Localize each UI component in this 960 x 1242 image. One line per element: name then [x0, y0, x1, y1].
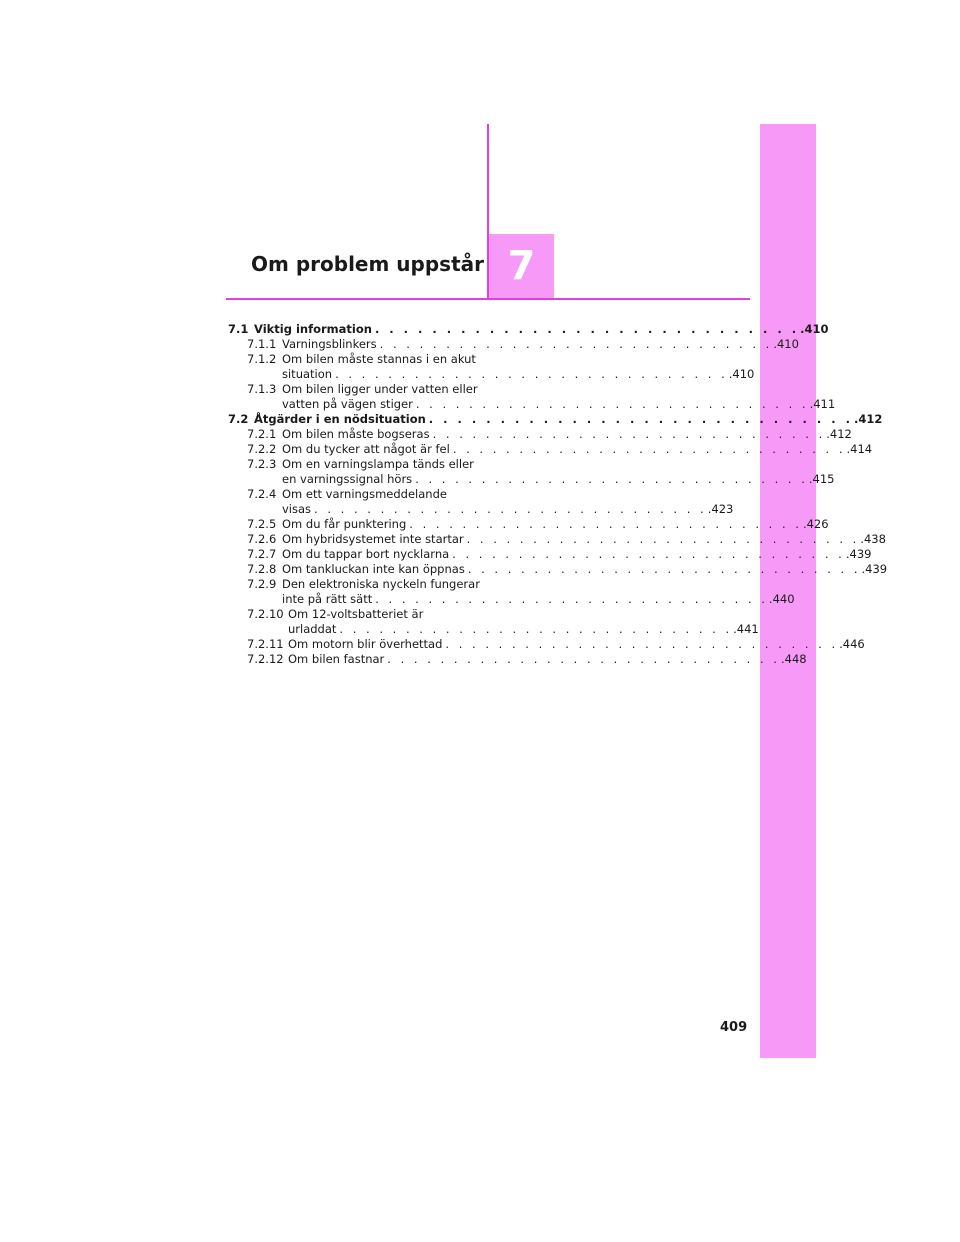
toc-entry-page: .440 — [768, 592, 795, 606]
toc-entry-number: 7.2.12 — [247, 652, 284, 666]
toc-entry-number: 7.2.11 — [247, 637, 284, 651]
toc-subsection-entry[interactable] — [228, 562, 888, 577]
toc-subsection-entry[interactable] — [228, 457, 835, 487]
toc-entry-title: visas — [282, 502, 312, 516]
toc-entry-title: Om du får punktering — [282, 517, 407, 531]
toc-entry-number: 7.2.1 — [247, 427, 277, 441]
toc-entry-number: 7.1.3 — [247, 382, 277, 396]
toc-entry-number: 7.2.8 — [247, 562, 277, 576]
toc-entry-number: 7.2 — [228, 412, 249, 426]
toc-leader-dots: . . . . . . . . . . . . . . . . . . . . . . . . . . . . . . — [339, 622, 733, 636]
toc-entry-page: .423 — [707, 502, 734, 516]
toc-leader-dots: . . . . . . . . . . . . . . . . . . . . . . . . . . . . . . — [445, 637, 839, 651]
toc-entry-number: 7.2.9 — [247, 577, 277, 591]
toc-subsection-entry[interactable] — [228, 547, 872, 562]
toc-entry-number: 7.2.2 — [247, 442, 277, 456]
toc-subsection-entry[interactable] — [228, 427, 852, 442]
toc-entry-title: Varningsblinkers — [282, 337, 377, 351]
toc-entry-page: .439 — [845, 547, 872, 561]
toc-section-entry[interactable] — [228, 322, 829, 337]
toc-leader-dots: . . . . . . . . . . . . . . . . . . . . . . . . . . . . . . — [428, 412, 853, 426]
toc-entry-page: .412 — [853, 412, 883, 426]
toc-entry-page: .415 — [808, 472, 835, 486]
toc-section-entry[interactable] — [228, 412, 883, 427]
toc-entry-number: 7.1.1 — [247, 337, 277, 351]
toc-entry-page: .441 — [733, 622, 759, 636]
toc-entry-page: .410 — [773, 337, 799, 351]
toc-entry-title: Om 12-voltsbatteriet är — [288, 607, 424, 621]
toc-leader-dots: . . . . . . . . . . . . . . . . . . . . . . . . . . . . . . — [466, 532, 860, 546]
toc-entry-title: vatten på vägen stiger — [282, 397, 413, 411]
toc-entry-title: urladdat — [288, 622, 337, 636]
toc-entry-number: 7.2.3 — [247, 457, 277, 471]
toc-entry-page: .438 — [860, 532, 886, 546]
toc-entry-page: .446 — [839, 637, 865, 651]
toc-entry-number: 7.2.7 — [247, 547, 277, 561]
toc-entry-title: Viktig information — [254, 322, 372, 336]
toc-subsection-entry[interactable] — [228, 352, 755, 382]
toc-entry-page: .412 — [826, 427, 852, 441]
toc-entry-title: Den elektroniska nyckeln fungerar — [282, 577, 480, 591]
toc-entry-title: Om motorn blir överhettad — [288, 637, 443, 651]
page-number: 409 — [720, 1020, 748, 1035]
toc-subsection-entry[interactable] — [228, 652, 807, 667]
toc-leader-dots: . . . . . . . . . . . . . . . . . . . . . . . . . . . . . . — [374, 322, 800, 336]
toc-entry-page: .411 — [809, 397, 836, 411]
toc-leader-dots: . . . . . . . . . . . . . . . . . . . . . . . . . . . . . . — [409, 517, 802, 531]
toc-leader-dots: . . . . . . . . . . . . . . . . . . . . . . . . . . . . . . — [415, 397, 809, 411]
toc-entry-title: Om bilen måste stannas i en akut — [282, 352, 476, 366]
toc-entry-title: Om en varningslampa tänds eller — [282, 457, 474, 471]
toc-subsection-entry[interactable] — [228, 517, 829, 532]
toc-leader-dots: . . . . . . . . . . . . . . . . . . . . . . . . . . . . . . — [314, 502, 707, 516]
toc-entry-title: Om bilen fastnar — [288, 652, 385, 666]
toc-entry-title: en varningssignal hörs — [282, 472, 413, 486]
toc-entry-number: 7.1.2 — [247, 352, 277, 366]
toc-subsection-entry[interactable] — [228, 337, 799, 352]
toc-entry-title: inte på rätt sätt — [282, 592, 373, 606]
toc-leader-dots: . . . . . . . . . . . . . . . . . . . . . . . . . . . . . . — [379, 337, 773, 351]
toc-entry-title: Om tankluckan inte kan öppnas — [282, 562, 465, 576]
header-horizontal-rule — [226, 298, 750, 300]
toc-leader-dots: . . . . . . . . . . . . . . . . . . . . . . . . . . . . . . — [335, 367, 728, 381]
toc-entry-number: 7.2.10 — [247, 607, 284, 621]
toc-subsection-entry[interactable] — [228, 487, 734, 517]
toc-leader-dots: . . . . . . . . . . . . . . . . . . . . . . . . . . . . . . — [375, 592, 768, 606]
toc-subsection-entry[interactable] — [228, 532, 886, 547]
chapter-title: Om problem uppstår — [251, 252, 484, 276]
toc-entry-title: situation — [282, 367, 333, 381]
toc-subsection-entry[interactable] — [228, 382, 836, 412]
chapter-number-box — [489, 234, 554, 298]
toc-entry-page: .410 — [728, 367, 755, 381]
toc-subsection-entry[interactable] — [228, 607, 759, 637]
chapter-side-tab — [760, 124, 816, 1058]
toc-leader-dots: . . . . . . . . . . . . . . . . . . . . . . . . . . . . . . — [432, 427, 826, 441]
toc-entry-page: .439 — [861, 562, 888, 576]
toc-entry-title: Om ett varningsmeddelande — [282, 487, 447, 501]
toc-entry-page: .410 — [800, 322, 829, 336]
toc-leader-dots: . . . . . . . . . . . . . . . . . . . . . . . . . . . . . . — [387, 652, 780, 666]
toc-entry-number: 7.2.5 — [247, 517, 277, 531]
table-of-contents — [228, 322, 888, 667]
toc-entry-title: Åtgärder i en nödsituation — [254, 412, 426, 426]
toc-entry-title: Om bilen ligger under vatten eller — [282, 382, 478, 396]
toc-entry-page: .414 — [846, 442, 873, 456]
toc-leader-dots: . . . . . . . . . . . . . . . . . . . . . . . . . . . . . . — [452, 442, 846, 456]
toc-subsection-entry[interactable] — [228, 442, 873, 457]
toc-entry-page: .448 — [780, 652, 807, 666]
toc-leader-dots: . . . . . . . . . . . . . . . . . . . . . . . . . . . . . . — [452, 547, 845, 561]
toc-leader-dots: . . . . . . . . . . . . . . . . . . . . . . . . . . . . . . — [467, 562, 861, 576]
toc-leader-dots: . . . . . . . . . . . . . . . . . . . . . . . . . . . . . . — [415, 472, 808, 486]
toc-entry-number: 7.1 — [228, 322, 249, 336]
toc-entry-number: 7.2.4 — [247, 487, 277, 501]
toc-subsection-entry[interactable] — [228, 577, 795, 607]
toc-entry-number: 7.2.6 — [247, 532, 277, 546]
toc-subsection-entry[interactable] — [228, 637, 865, 652]
toc-entry-title: Om bilen måste bogseras — [282, 427, 430, 441]
toc-entry-page: .426 — [802, 517, 829, 531]
toc-entry-title: Om hybridsystemet inte startar — [282, 532, 464, 546]
toc-entry-title: Om du tappar bort nycklarna — [282, 547, 450, 561]
chapter-number: 7 — [507, 243, 536, 289]
toc-entry-title: Om du tycker att något är fel — [282, 442, 450, 456]
